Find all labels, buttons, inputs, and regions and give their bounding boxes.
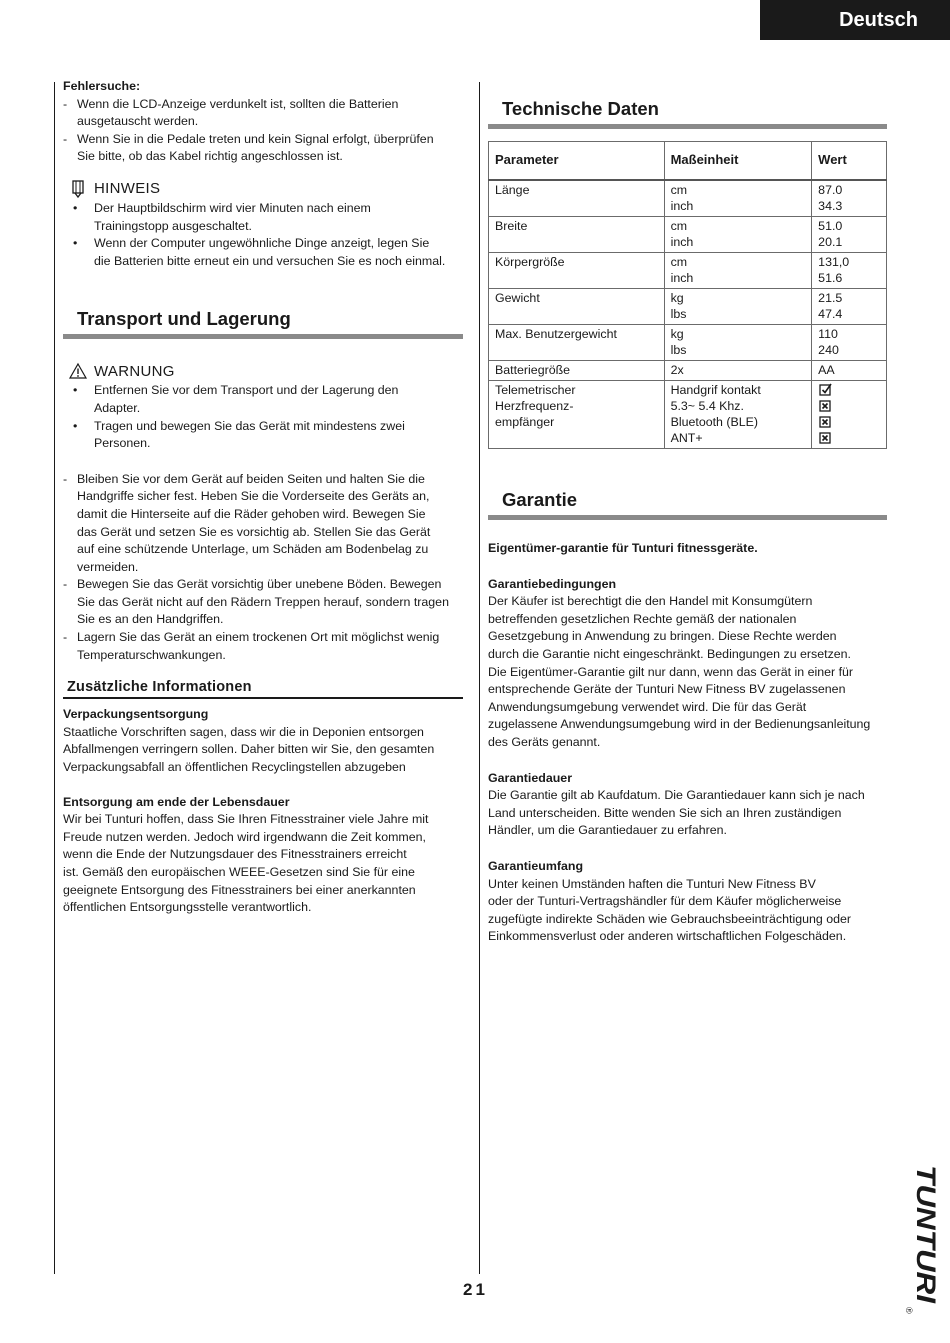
list-item: - Wenn die LCD-Anzeige verdunkelt ist, sollten die Batterien ausgetauscht werden.	[63, 96, 463, 131]
transport-steps	[63, 471, 463, 665]
header-unit: Maßeinheit	[664, 142, 812, 181]
disposal-title: Entsorgung am ende der Lebensdauer	[63, 794, 290, 809]
troubleshoot-title: Fehlersuche:	[63, 79, 141, 93]
column-divider	[479, 82, 480, 1274]
conditions-title: Garantiebedingungen	[488, 576, 617, 591]
warning-list	[63, 382, 463, 452]
language-tab	[760, 0, 950, 40]
left-column	[63, 78, 463, 917]
warning-label: WARNUNG	[94, 362, 175, 380]
checkmark-box-icon	[818, 382, 834, 398]
table-header-row	[489, 142, 887, 181]
cross-box-icon	[818, 430, 834, 446]
hinweis-label: HINWEIS	[94, 180, 161, 198]
registered-mark: ®	[904, 1307, 914, 1314]
list-item: • Entfernen Sie vor dem Transport und der Lagerung den Adapter.	[73, 382, 463, 417]
table-row: Gewicht kg lbs 21.5 47.4	[489, 289, 887, 325]
conditions-text: Der Käufer ist berechtigt die den Handel mit Konsumgütern betreffenden gesetzlichen Rechte gemäß der nationalen Gesetzgebung in Anwendung zu bringen. Diese Rechte werden durch die Garantie nicht eingeschränkt. Bedingungen zu ersetzen. Die Eigentümer-Garantie gilt nur dann, wenn das Gerät in einer für entsprechende Geräte der Tunturi New Fitness BV zugelassenen Anwendungsumgebung verwendet wird. Die für das Gerät zugelassene Anwendungsumgebung wird in der Bedienungsanleitung des Geräts genannt.	[488, 594, 871, 749]
table-row: Breite cm inch 51.0 20.1	[489, 217, 887, 253]
cross-box-icon	[818, 414, 834, 430]
duration-text: Die Garantie gilt ab Kaufdatum. Die Garantiedauer kann sich je nach Land unterscheiden. Bitte wenden Sie sich an Ihren zuständigen Händler, um die Garantiedauer zu erfahren.	[488, 788, 865, 838]
tech-data-heading: Technische Daten	[488, 98, 887, 129]
header-parameter: Parameter	[489, 142, 665, 181]
scope-text: Unter keinen Umständen haften die Tunturi New Fitness BV oder der Tunturi-Vertragshändler für dem Käufer möglicherweise zugefügte indirekte Schäden wie Gebrauchsbeeinträchtigung oder Einkommensverlust oder anderen wirtschaftlichen Folgeschäden.	[488, 876, 852, 944]
packaging-title: Verpackungsentsorgung	[63, 707, 209, 722]
table-row: Telemetrischer Herzfrequenz- empfänger Handgrif kontakt 5.3~ 5.4 Khz. Bluetooth (BLE) ANT+	[489, 381, 887, 449]
additional-info-heading: Zusätzliche Informationen	[63, 679, 463, 699]
disposal-text: Wir bei Tunturi hoffen, dass Sie Ihren Fitnesstrainer viele Jahre mit Freude nutzen werden. Jedoch wird irgendwann die Zeit kommen, wenn die Ende der Nutzungsdauer des Fitnesstrainers erreicht ist. Gemäß den europäischen WEEE-Gesetzen sind Sie für eine geeignete Entsorgung des Fitnesstrainers bei einer anerkannten öffentlichen Entsorgungsstelle verantwortlich.	[63, 812, 429, 915]
list-item: • Der Hauptbildschirm wird vier Minuten nach einem Trainingstopp ausgeschaltet.	[73, 200, 463, 235]
list-item: - Lagern Sie das Gerät an einem trockenen Ort mit möglichst wenig Temperaturschwankungen.	[63, 629, 463, 664]
list-item: • Wenn der Computer ungewöhnliche Dinge anzeigt, legen Sie die Batterien bitte erneut ein und versuchen Sie es noch einmal.	[73, 235, 463, 270]
page-number: 21	[463, 1280, 488, 1299]
header-value: Wert	[812, 142, 887, 181]
list-item: - Bewegen Sie das Gerät vorsichtig über unebene Böden. Bewegen Sie das Gerät nicht auf den Rädern Treppen herauf, sondern tragen Sie es an den Handgriffen.	[63, 576, 463, 629]
warning-heading	[67, 361, 463, 381]
table-row: Max. Benutzergewicht kg lbs 110 240	[489, 325, 887, 361]
list-item: - Wenn Sie in die Pedale treten und kein Signal erfolgt, überprüfen Sie bitte, ob das Kabel richtig angeschlossen ist.	[63, 131, 463, 166]
hinweis-heading	[67, 179, 463, 199]
list-item: - Bleiben Sie vor dem Gerät auf beiden Seiten und halten Sie die Handgriffe sicher fest. Heben Sie die Vorderseite des Geräts an, damit die Hinterseite auf die Räder gehoben wird. Bewegen Sie das Gerät und setzen Sie es vorsichtig ab. Stellen Sie das Gerät auf eine schützende Unterlage, um Schäden am Bodenbelag zu vermeiden.	[63, 471, 463, 577]
warranty-heading: Garantie	[488, 489, 887, 520]
scope-title: Garantieumfang	[488, 858, 584, 873]
list-item: • Tragen und bewegen Sie das Gerät mit mindestens zwei Personen.	[73, 418, 463, 453]
brand-wordmark: TUNTURI	[911, 1165, 941, 1284]
left-rule	[54, 82, 55, 1274]
table-row: Körpergröße cm inch 131,0 51.6	[489, 253, 887, 289]
language-label: Deutsch	[839, 8, 918, 31]
transport-heading: Transport und Lagerung	[63, 308, 463, 339]
spec-table	[488, 141, 887, 449]
warning-icon	[67, 361, 89, 381]
tunturi-logo	[899, 1165, 941, 1315]
cross-box-icon	[818, 398, 834, 414]
duration-title: Garantiedauer	[488, 770, 573, 785]
table-row: Länge cm inch 87.0 34.3	[489, 180, 887, 217]
note-icon	[67, 179, 89, 199]
table-row: Batteriegröße 2x AA	[489, 361, 887, 381]
hinweis-list	[63, 200, 463, 270]
packaging-text: Staatliche Vorschriften sagen, dass wir die in Deponien entsorgen Abfallmengen verringern sollen. Daher bitten wir Sie, den gesamten Verpackungsabfall an öffentlichen Recyclingstellen abzugeben	[63, 724, 435, 775]
right-column	[488, 78, 887, 946]
warranty-subtitle: Eigentümer-garantie für Tunturi fitnessgeräte.	[488, 541, 758, 555]
troubleshoot-list	[63, 96, 463, 166]
